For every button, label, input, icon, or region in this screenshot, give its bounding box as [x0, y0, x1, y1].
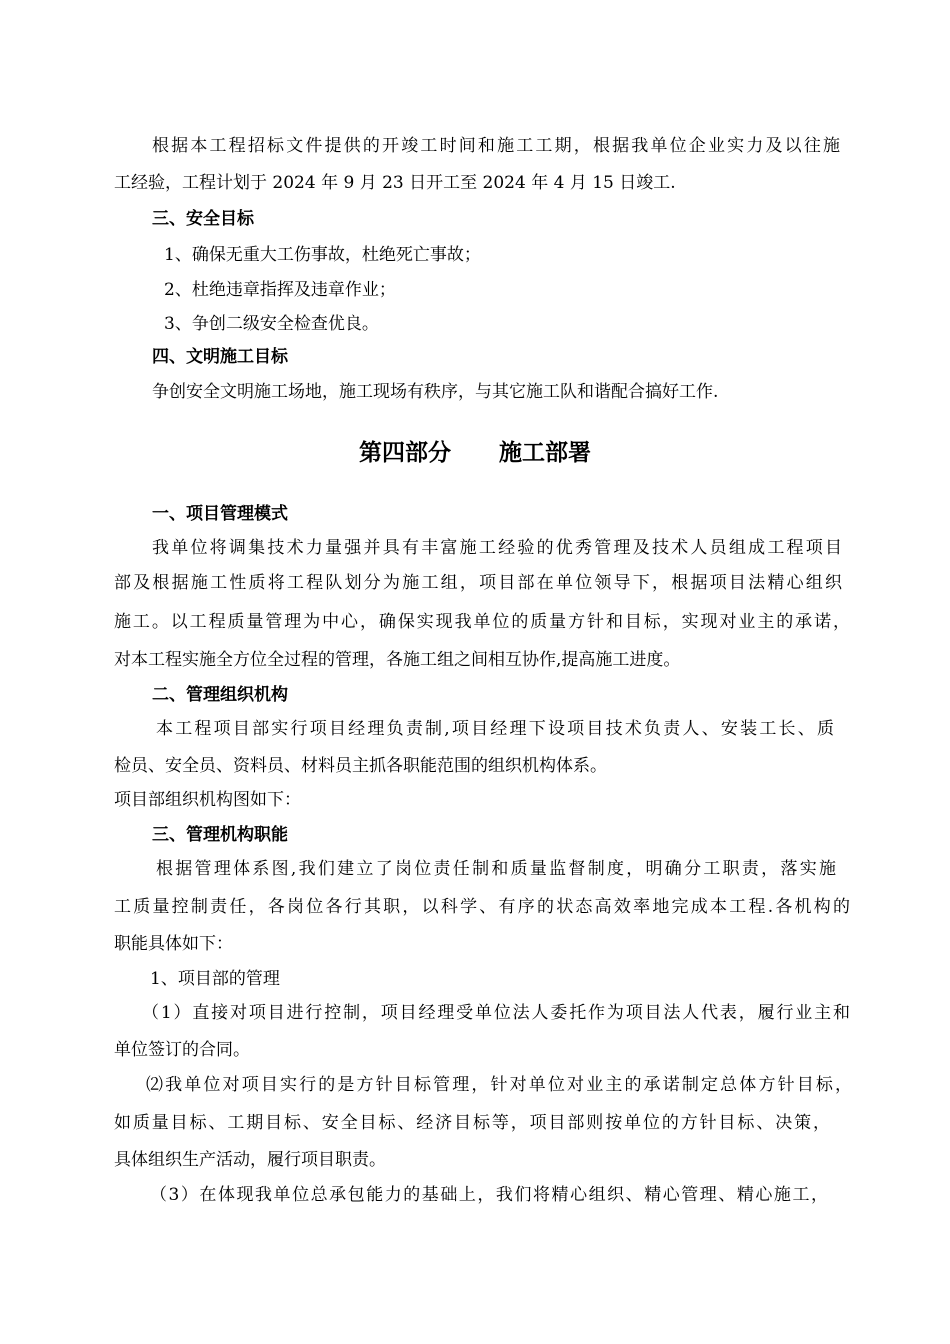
duties-heading: 三、管理机构职能	[152, 825, 288, 845]
management-mode-line-4: 对本工程实施全方位全过程的管理，各施工组之间相互协作,提高施工进度。	[114, 650, 681, 670]
management-mode-line-3: 施工。以工程质量管理为中心，确保实现我单位的质量方针和目标，实现对业主的承诺，	[114, 612, 850, 632]
duties-item-1-line-2: 单位签订的合同。	[114, 1040, 250, 1060]
safety-item-3: 3、争创二级安全检查优良。	[164, 314, 379, 334]
organization-chart-intro: 项目部组织机构图如下：	[114, 790, 301, 810]
organization-heading: 二、管理组织机构	[152, 685, 288, 705]
duties-item-3-line-1: （3）在体现我单位总承包能力的基础上，我们将精心组织、精心管理、精心施工，	[150, 1185, 828, 1205]
management-mode-heading: 一、项目管理模式	[152, 504, 288, 524]
organization-line-2: 检员、安全员、资料员、材料员主抓各职能范围的组织机构体系。	[114, 756, 607, 776]
schedule-line-2: 工经验，工程计划于 2024 年 9 月 23 日开工至 2024 年 4 月 15 日竣工.	[114, 173, 676, 193]
duties-item-2-line-1: ⑵我单位对项目实行的是方针目标管理，针对单位对业主的承诺制定总体方针目标，	[146, 1075, 852, 1095]
safety-heading: 三、安全目标	[152, 209, 254, 229]
safety-item-1: 1、确保无重大工伤事故，杜绝死亡事故；	[164, 245, 481, 265]
duties-item-2-line-2: 如质量目标、工期目标、安全目标、经济目标等，项目部则按单位的方针目标、决策，	[114, 1113, 830, 1133]
management-mode-line-2: 部及根据施工性质将工程队划分为施工组，项目部在单位领导下，根据项目法精心组织	[114, 573, 842, 593]
duties-line-1: 根据管理体系图,我们建立了岗位责任制和质量监督制度，明确分工职责，落实施	[156, 859, 836, 879]
organization-line-1: 本工程项目部实行项目经理负责制,项目经理下设项目技术负责人、安装工长、质	[156, 719, 834, 739]
part-title: 第四部分 施工部署	[358, 439, 592, 466]
civilized-heading: 四、文明施工目标	[152, 347, 288, 367]
duties-line-3: 职能具体如下：	[114, 934, 233, 954]
civilized-text: 争创安全文明施工场地，施工现场有秩序，与其它施工队和谐配合搞好工作.	[152, 382, 719, 402]
management-mode-line-1: 我单位将调集技术力量强并具有丰富施工经验的优秀管理及技术人员组成工程项目	[152, 538, 842, 558]
duties-item-1-line-1: （1）直接对项目进行控制，项目经理受单位法人委托作为项目法人代表，履行业主和	[142, 1003, 850, 1023]
duties-sub-heading: 1、项目部的管理	[150, 969, 280, 989]
duties-item-2-line-3: 具体组织生产活动，履行项目职责。	[114, 1150, 386, 1170]
duties-line-2: 工质量控制责任，各岗位各行其职，以科学、有序的状态高效率地完成本工程.各机构的	[114, 897, 850, 917]
safety-item-2: 2、杜绝违章指挥及违章作业；	[164, 280, 396, 300]
schedule-line-1: 根据本工程招标文件提供的开竣工时间和施工工期，根据我单位企业实力及以往施	[152, 136, 840, 156]
